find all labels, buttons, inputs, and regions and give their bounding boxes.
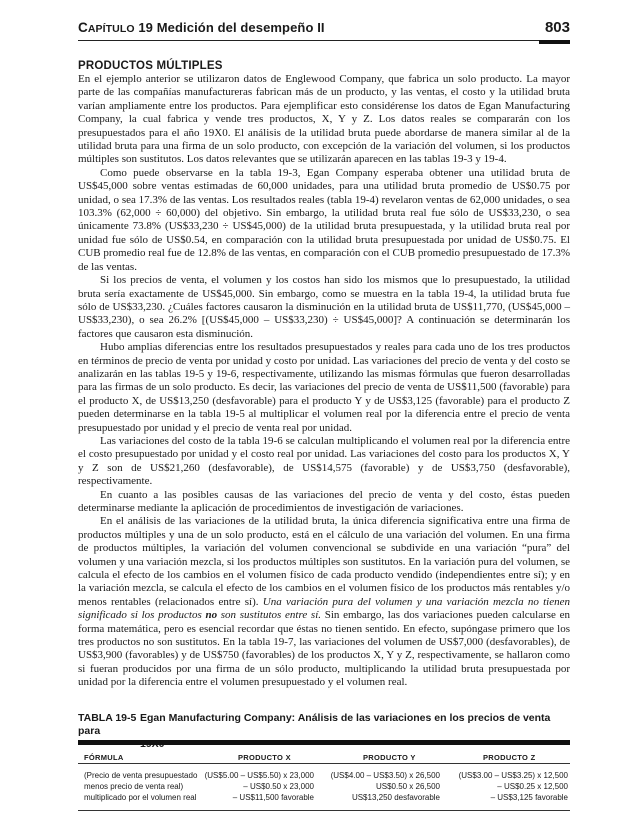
- table-header-row: [78, 745, 570, 764]
- header-rule: [78, 40, 570, 41]
- paragraph: Hubo amplias diferencias entre los resultados presupuestados y reales para cada uno de los tres productos en términos de precio de venta por unidad y costo por unidad. Las variaciones del precio de venta y del costo se analizarán en las tablas 19-5 y 19-6, respectivamente, utilizando las mismas fórmulas que fueron desarrolladas para las firmas de un solo producto. Es decir, las variaciones del precio de venta de US$11,500 (favorable) para el producto X, de US$13,250 (desfavorable) para el producto Y y de US$3,125 (favorable) para el producto Z pueden determinarse en la tabla 19-5 al multiplicar el volumen real por la diferencia entre el precio de venta presupuestado por unidad y el precio de venta real por unidad.: [78, 341, 570, 434]
- paragraph: En el ejemplo anterior se utilizaron datos de Englewood Company, que fabrica un solo producto. La mayor parte de las compañías manufactureras fabrican más de un producto, y las ventas, el costo y la utilidad bruta varían ampliamente entre los productos. Para ejemplificar esto considérense los datos de Egan Manufacturing Company, la cual fabrica y vende tres productos, X, Y y Z. Los datos reales se compararán con los presupuestados para el año 19X0. El análisis de la utilidad bruta puede abordarse de manera similar al de la utilidad bruta para una firma de un solo producto, con excepción de la variación del volumen, si los productos múltiples son sustitutos. Los datos relevantes que se utilizarán aparecen en las tablas 19-3 y 19-4.: [78, 73, 570, 166]
- column-header-product-y: PRODUCTO Y: [363, 753, 416, 762]
- paragraph: Como puede observarse en la tabla 19-3, Egan Company esperaba obtener una utilidad bruta de US$45,000 sobre ventas estimadas de 60,000 unidades, para una utilidad bruta promedio de US$0.75 por unidad, o sea 17.3% de las ventas. Los resultados reales (tabla 19-4) revelaron ventas de 62,000 unidades, o sea 103.3% (62,000 ÷ 60,000) del objetivo. Sin embargo, la utilidad bruta real fue sólo de US$33,230, o sea únicamente 73.8% (US$33,230 ÷ US$45,000) de la utilidad bruta presupuestada, y la utilidad bruta real por unidad fue sólo de US$0.54, en comparación con la utilidad bruta presupuestada por unidad de US$0.75. El CUB promedio real fue de 12.8% de las ventas, en comparación con el CUB promedio presupuestado de 17.3% de las ventas.: [78, 166, 570, 273]
- section-title: PRODUCTOS MÚLTIPLES: [78, 60, 223, 72]
- cell-product-x: (US$5.00 – US$5.50) x 23,000 – US$0.50 x 23,000 – US$11,500 favorable: [204, 771, 314, 802]
- cell-formula: (Precio de venta presupuestado menos precio de venta real) multiplicado por el volumen real: [84, 771, 198, 802]
- column-header-product-x: PRODUCTO X: [238, 753, 291, 762]
- table-bottom-rule: [78, 810, 570, 811]
- page-number: 803: [544, 19, 570, 36]
- italic-sentence: Una variación pura del volumen y una variación mezcla no tienen significado si los productos no son sustitutos entre sí.: [78, 595, 571, 622]
- paragraph: En el análisis de las variaciones de la utilidad bruta, la única diferencia significativa entre una firma de productos múltiples y una de un solo producto, está en el cálculo de una variación del volumen. En una firma de productos múltiples, la variación del volumen convencional se subdivide en una variación “pura” del volumen y una variación mezcla, si los productos múltiples son sustitutos. En la variación pura del volumen, se calcula el efecto de los cambios en el volumen físico de cada producto vendido (independientes entre sí); y en la variación mezcla, se calcula el efecto de los cambios en el volumen físico de los productos más rentables y/o menos rentables (relacionados entre sí). Una variación pura del volumen y una variación mezcla no tienen significado si los productos no son sustitutos entre sí. Sin embargo, las dos variaciones pueden calcularse en forma matemática, pero es esencial recordar que éstas no tienen sentido. En efecto, supóngase primero que los tres productos no son sustitutos. En la tabla 19-7, las variaciones del volumen de US$7,000 (desfavorables), de US$3,900 (favorables) y de US$750 (favorables) de los productos X, Y y Z, respectivamente, se hallaron como si fueran producidos por una firma de un sólo producto, multiplicando la utilidad bruta presupuestada por unidad por la diferencia entre el volumen presupuestado y el volumen real.: [78, 515, 571, 689]
- header-thumb-tab: [539, 40, 570, 44]
- body-text: [78, 73, 570, 690]
- table-title-line1: Egan Manufacturing Company: Análisis de las variaciones en los precios de venta para: [78, 712, 551, 737]
- paragraph: Las variaciones del costo de la tabla 19-6 se calculan multiplicando el volumen real por la diferencia entre el costo presupuestado por unidad y el costo real por unidad. Las variaciones del costo para los productos X, Y y Z son de US$21,260 (desfavorable), de US$14,575 (favorable) y de US$3,750 (desfavorable), respectivamente.: [78, 434, 570, 488]
- chapter-title: CAPÍTULO 19 Medición del desempeño II: [78, 20, 325, 35]
- column-header-product-z: PRODUCTO Z: [483, 753, 536, 762]
- cell-product-y: (US$4.00 – US$3.50) x 26,500 US$0.50 x 26,500 US$13,250 desfavorable: [330, 771, 440, 802]
- table-label: TABLA 19-5: [78, 712, 137, 724]
- column-header-formula: FÓRMULA: [84, 753, 124, 762]
- paragraph: Si los precios de venta, el volumen y los costos han sido los mismos que lo presupuestado, la utilidad bruta sería exactamente de US$45,000. Sin embargo, como se muestra en la tabla 19-4, la utilidad bruta fue sólo de US$33,230. ¿Cuáles factores causaron la disminución en la utilidad bruta de US$11,770, (US$45,000 – US$33,230), o sea 26.2% [(US$45,000 – US$33,230) ÷ US$45,000]? A continuación se determinarán los factores que causaron esta disminución.: [78, 274, 570, 340]
- cell-product-z: (US$3.00 – US$3.25) x 12,500 – US$0.25 x 12,500 – US$3,125 favorable: [458, 771, 568, 802]
- variance-table: [78, 740, 570, 808]
- table-row: [78, 764, 570, 808]
- running-header: [78, 20, 570, 42]
- paragraph: En cuanto a las posibles causas de las variaciones del precio de venta y del costo, éstas pueden determinarse mediante la aplicación de procedimientos de investigación de variaciones.: [78, 488, 570, 514]
